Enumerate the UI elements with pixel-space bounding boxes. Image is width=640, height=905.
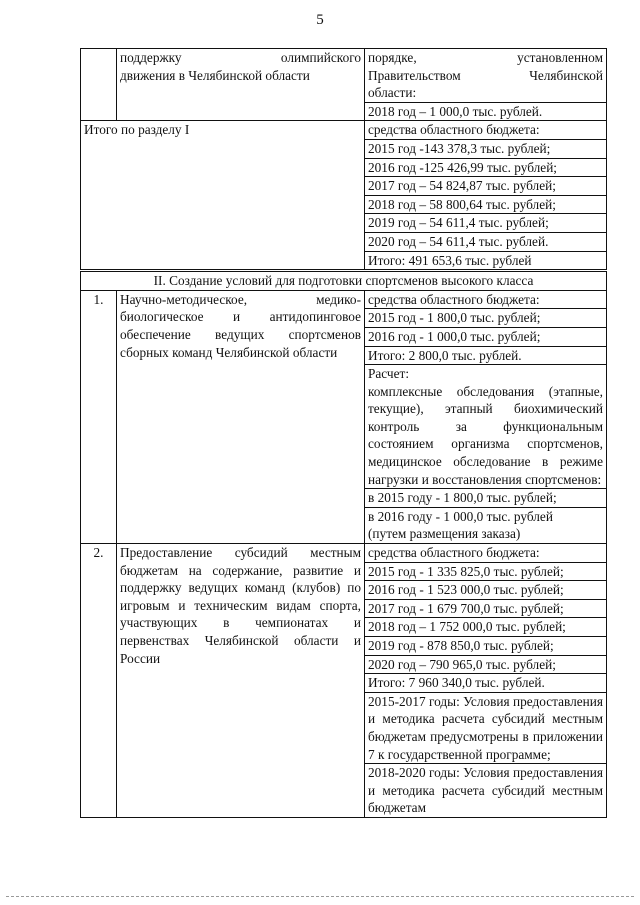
text-line: средства областного бюджета: (368, 291, 540, 307)
text-line: 2020 год – 54 611,4 тыс. рублей. (365, 232, 606, 251)
measure-description (117, 49, 365, 121)
text-line: Итого: 491 653,6 тыс. рублей (365, 251, 606, 270)
text-line: поддержку олимпийского (120, 50, 361, 65)
measure-description: Научно-методическое, медико-биологическое и антидопинговое обеспечение ведущих спортсменов сборных команд Челябинской области (117, 290, 365, 543)
funding-cell (365, 290, 607, 543)
text-line: 2018 год – 1 752 000,0 тыс. рублей; (365, 617, 606, 636)
text-line: 2015 год - 1 800,0 тыс. рублей; (365, 308, 606, 327)
text-line: 2018 год – 58 800,64 тыс. рублей; (365, 195, 606, 214)
text-line: Итого: 2 800,0 тыс. рублей. (365, 346, 606, 365)
text-line: (путем размещения заказа) (368, 526, 521, 542)
row-number: 2. (81, 544, 117, 818)
text-line: 2020 год – 790 965,0 тыс. рублей; (365, 655, 606, 674)
text-line: 2017 год – 54 824,87 тыс. рублей; (365, 176, 606, 195)
funding-cell (365, 49, 607, 121)
text-line: средства областного бюджета: (368, 122, 540, 138)
section-total-funding (365, 121, 607, 271)
text-line: 2019 год - 878 850,0 тыс. рублей; (365, 636, 606, 655)
text-line: 2015 год -143 378,3 тыс. рублей; (365, 139, 606, 158)
text-line: 2016 год -125 426,99 тыс. рублей; (365, 158, 606, 177)
text-line: области: (368, 85, 417, 101)
calculation-text: комплексные обследования (этапные, текущие), этапный биохимический контроль за функциональным состоянием организма спортсменов, медицинское обследование в режиме нагрузки и восстановления спортсменов: (368, 383, 603, 487)
text-line: 2017 год - 1 679 700,0 тыс. рублей; (365, 599, 606, 618)
text-line: 2018 год – 1 000,0 тыс. рублей. (365, 102, 606, 121)
note-text: 2015-2017 годы: Условия предоставления и методика расчета субсидий местным бюджетам предусмотрены в приложении 7 к государственной программе; (365, 692, 606, 763)
note-text: 2018-2020 годы: Условия предоставления и методика расчета субсидий местным бюджетам (365, 763, 606, 817)
text-line: порядке, установленном (368, 50, 603, 65)
row-number-cell (81, 49, 117, 121)
table-row (81, 49, 607, 121)
text-line: Правительством Челябинской (368, 67, 603, 83)
funding-cell (365, 544, 607, 818)
table-row (81, 271, 607, 291)
text-line: 2016 год - 1 000,0 тыс. рублей; (365, 327, 606, 346)
table-row (81, 121, 607, 271)
table-row (81, 290, 607, 543)
text-line: 2019 год – 54 611,4 тыс. рублей; (365, 213, 606, 232)
text-line: в 2015 году - 1 800,0 тыс. рублей; (365, 488, 606, 507)
measure-description: Предоставление субсидий местным бюджетам на содержание, развитие и поддержку ведущих команд (клубов) по игровым и техническим видам спорта, участвующих в чемпионатах и первенствах Челябинской области и России (117, 544, 365, 818)
page-number: 5 (316, 12, 324, 28)
program-table (80, 48, 607, 818)
row-number: 1. (81, 290, 117, 543)
text-line: в 2016 году - 1 000,0 тыс. рублей (365, 507, 606, 526)
table-row (81, 544, 607, 818)
text-line: 2015 год - 1 335 825,0 тыс. рублей; (365, 562, 606, 581)
text-line: Расчет: (365, 364, 606, 383)
text-line: Итого: 7 960 340,0 тыс. рублей. (365, 673, 606, 692)
section-title: II. Создание условий для подготовки спортсменов высокого класса (81, 271, 607, 291)
text-line: движения в Челябинской области (120, 67, 310, 83)
page-bottom-divider (6, 896, 634, 898)
section-total-label: Итого по разделу I (81, 121, 365, 271)
text-line: 2016 год - 1 523 000,0 тыс. рублей; (365, 580, 606, 599)
text-line: средства областного бюджета: (368, 545, 540, 561)
